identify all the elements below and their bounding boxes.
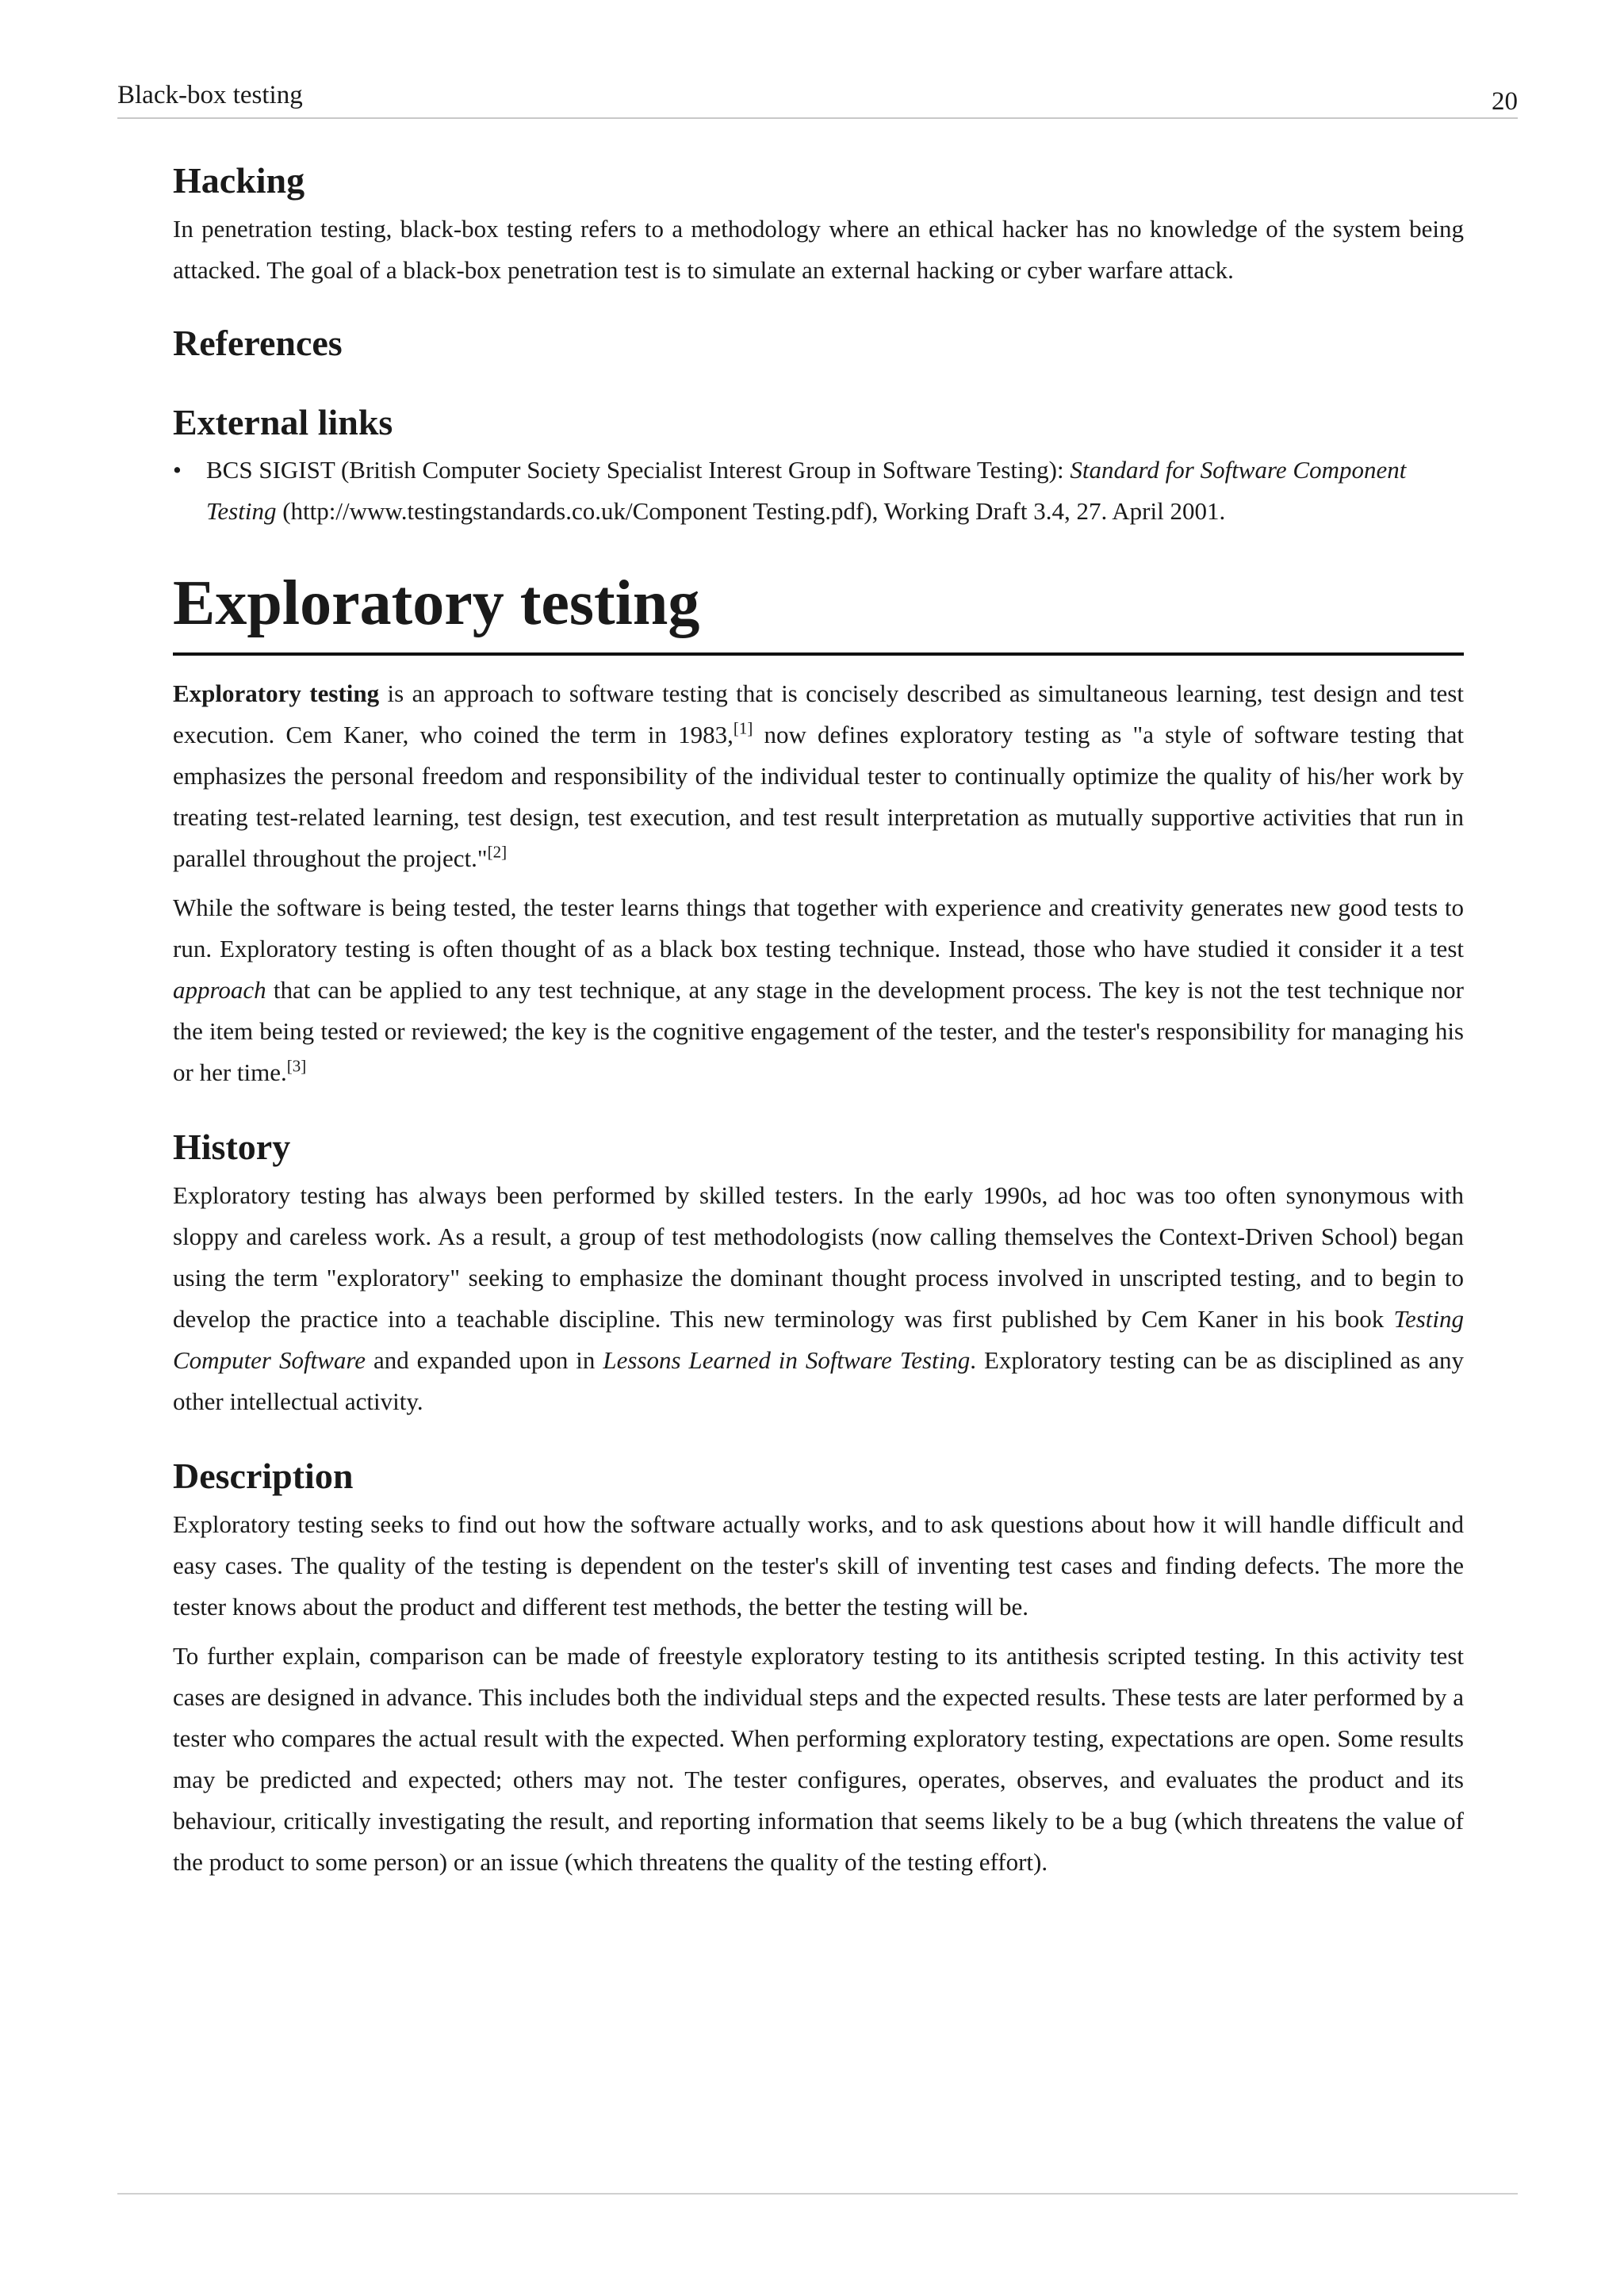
exploratory-testing-article	[173, 565, 1464, 1093]
external-links-section	[173, 400, 1464, 531]
hacking-heading: Hacking	[173, 160, 305, 201]
para2-italic: approach	[173, 975, 266, 1004]
para2-text-2: that can be applied to any test technique, at any stage in the development process. The key is not the test technique nor the item being tested or reviewed; the key is the cognitive engagement of the tester, and the tester's responsibility for managing his or her time.	[173, 975, 1464, 1086]
history-book-1: Testing Computer Software	[173, 1304, 1464, 1374]
external-link-item	[173, 450, 1464, 532]
history-paragraph	[173, 1175, 1464, 1422]
history-heading: History	[173, 1126, 291, 1167]
link-prefix: BCS SIGIST (British Computer Society Specialist Interest Group in Software Testing):	[206, 455, 1071, 484]
external-links-heading: External links	[173, 402, 393, 443]
history-text-3: . Exploratory testing can be as disciplined as any other intellectual activity.	[173, 1345, 1464, 1415]
article-title: Exploratory testing	[173, 565, 1464, 656]
citation-1[interactable]: [1]	[733, 718, 753, 738]
intro-paragraph	[173, 673, 1464, 879]
page-content	[173, 159, 1464, 1883]
second-paragraph	[173, 887, 1464, 1093]
page-number: 20	[1492, 87, 1518, 116]
footer-rule	[117, 2193, 1518, 2195]
citation-3[interactable]: [3]	[286, 1056, 307, 1076]
external-links-list	[173, 450, 1464, 532]
history-text-1: Exploratory testing has always been performed by skilled testers. In the early 1990s, ad hoc was too often synonymous with sloppy and careless work. As a result, a group of test methodologists (now calling themselves the Context-Driven School) began using the term "exploratory" seeking to emphasize the dominant thought process involved in unscripted testing, and to begin to develop the practice into a teachable discipline. This new terminology was first published by Cem Kaner in his book	[173, 1181, 1464, 1333]
description-paragraph-1: Exploratory testing seeks to find out how the software actually works, and to ask questions about how it will handle difficult and easy cases. The quality of the testing is dependent on the tester's skill of inventing test cases and finding defects. The more the tester knows about the product and different test methods, the better the testing will be.	[173, 1510, 1464, 1621]
running-header-title: Black-box testing	[117, 81, 303, 109]
para2-text-1: While the software is being tested, the tester learns things that together with experience and creativity generates new good tests to run. Exploratory testing is often thought of as a black box testing technique. Instead, those who have studied it consider it a test	[173, 893, 1464, 962]
description-heading: Description	[173, 1455, 354, 1496]
history-text-2: and expanded upon in	[366, 1345, 603, 1374]
hacking-paragraph: In penetration testing, black-box testing refers to a methodology where an ethical hacker has no knowledge of the system being attacked. The goal of a black-box penetration test is to simulate an external hacking or cyber warfare attack.	[173, 215, 1464, 285]
bullet: •	[173, 455, 182, 484]
history-section	[173, 1125, 1464, 1422]
references-section	[173, 321, 1464, 365]
intro-text-2: now defines exploratory testing as "a style of software testing that emphasizes the personal freedom and responsibility of the individual tester to continually optimize the quality of his/her work by treating test-related learning, test design, test execution, and test result interpretation as mutually supportive activities that run in parallel throughout the project."	[173, 720, 1464, 872]
references-heading: References	[173, 323, 343, 364]
description-section	[173, 1454, 1464, 1883]
citation-2[interactable]: [2]	[487, 842, 508, 862]
link-title[interactable]: Standard for Software Component Testing	[206, 455, 1407, 525]
intro-bold-term: Exploratory testing	[173, 679, 380, 707]
history-book-2: Lessons Learned in Software Testing	[603, 1345, 971, 1374]
intro-text-1: is an approach to software testing that is concisely described as simultaneous learning, test design and test execution. Cem Kaner, who coined the term in 1983,	[173, 679, 1464, 748]
description-paragraph-2: To further explain, comparison can be made of freestyle exploratory testing to its antithesis scripted testing. In this activity test cases are designed in advance. This includes both the individual steps and the expected results. These tests are later performed by a tester who compares the actual result with the expected. When performing exploratory testing, expectations are open. Some results may be predicted and expected; others may not. The tester configures, operates, observes, and evaluates the product and its behaviour, critically investigating the result, and reporting information that seems likely to be a bug (which threatens the value of the product to some person) or an issue (which threatens the quality of the testing effort).	[173, 1641, 1464, 1876]
hacking-section	[173, 159, 1464, 291]
running-header	[117, 79, 1518, 119]
link-suffix: (http://www.testingstandards.co.uk/Component Testing.pdf), Working Draft 3.4, 27. April 2001.	[276, 496, 1226, 525]
